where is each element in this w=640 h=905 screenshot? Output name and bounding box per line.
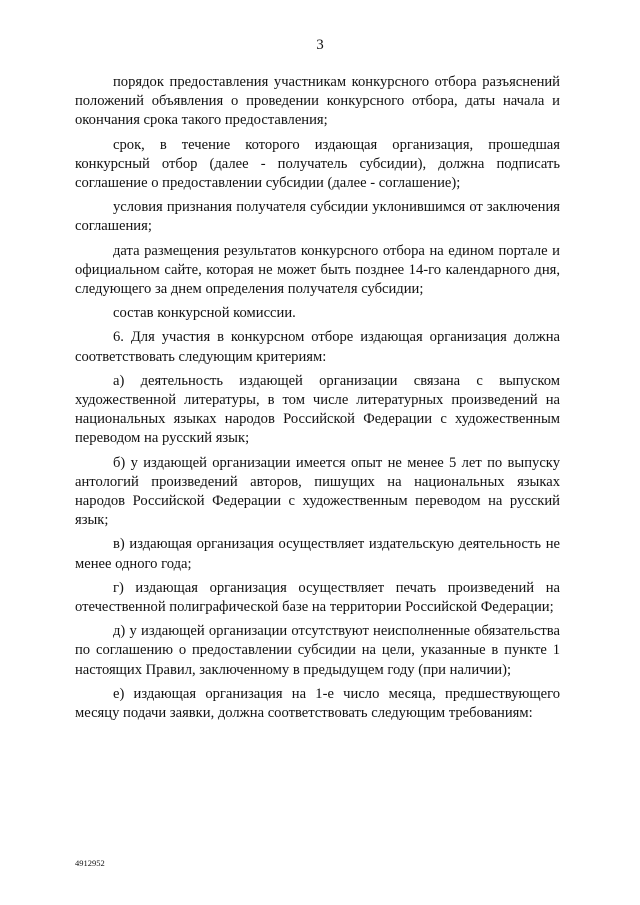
page-number: 3 bbox=[316, 37, 324, 53]
document-body bbox=[75, 73, 560, 728]
paragraph-item-6-criteria: 6. Для участия в конкурсном отборе издающая организация должна соответствовать следующим критериям: bbox=[75, 329, 560, 365]
paragraph-commission-composition: состав конкурсной комиссии. bbox=[113, 305, 296, 322]
paragraph-clarification-procedure: порядок предоставления участникам конкурсного отбора разъяснений положений объявления о проведении конкурсного отбора, даты начала и окончания срока такого предоставления; bbox=[75, 74, 560, 129]
document-code: 4912952 bbox=[75, 858, 105, 868]
paragraph-criterion-a: а) деятельность издающей организации связана с выпуском художественной литературы, в том числе литературных произведений на национальных языках народов Российской Федерации с художественным переводом на русский язык; bbox=[75, 372, 560, 447]
paragraph-criterion-e: е) издающая организация на 1-е число месяца, предшествующего месяцу подачи заявки, должна соответствовать следующим требованиям: bbox=[75, 685, 560, 722]
paragraph-signing-deadline: срок, в течение которого издающая организация, прошедшая конкурсный отбор (далее - получатель субсидии), должна подписать соглашение о предоставлении субсидии (далее - соглашение); bbox=[75, 136, 560, 192]
paragraph-criterion-d: д) у издающей организации отсутствуют неисполненные обязательства по соглашению о предоставлении субсидии на цели, указанные в пункте 1 настоящих Правил, заключенному в предыдущем году (при наличии); bbox=[75, 623, 560, 678]
paragraph-criterion-g: г) издающая организация осуществляет печать произведений на отечественной полиграфической базе на территории Российской Федерации; bbox=[75, 579, 560, 616]
paragraph-criterion-b: б) у издающей организации имеется опыт не менее 5 лет по выпуску антологий произведений авторов, пишущих на национальных языках народов Российской Федерации с художественным переводом на русский язык; bbox=[75, 454, 560, 529]
paragraph-criterion-v: в) издающая организация осуществляет издательскую деятельность не менее одного года; bbox=[75, 536, 560, 572]
paragraph-evasion-conditions: условия признания получателя субсидии уклонившимся от заключения соглашения; bbox=[75, 199, 560, 235]
paragraph-results-publication-date: дата размещения результатов конкурсного отбора на едином портале и официальном сайте, которая не может быть позднее 14-го календарного дня, следующего за днем определения получателя субсидии; bbox=[75, 242, 560, 298]
